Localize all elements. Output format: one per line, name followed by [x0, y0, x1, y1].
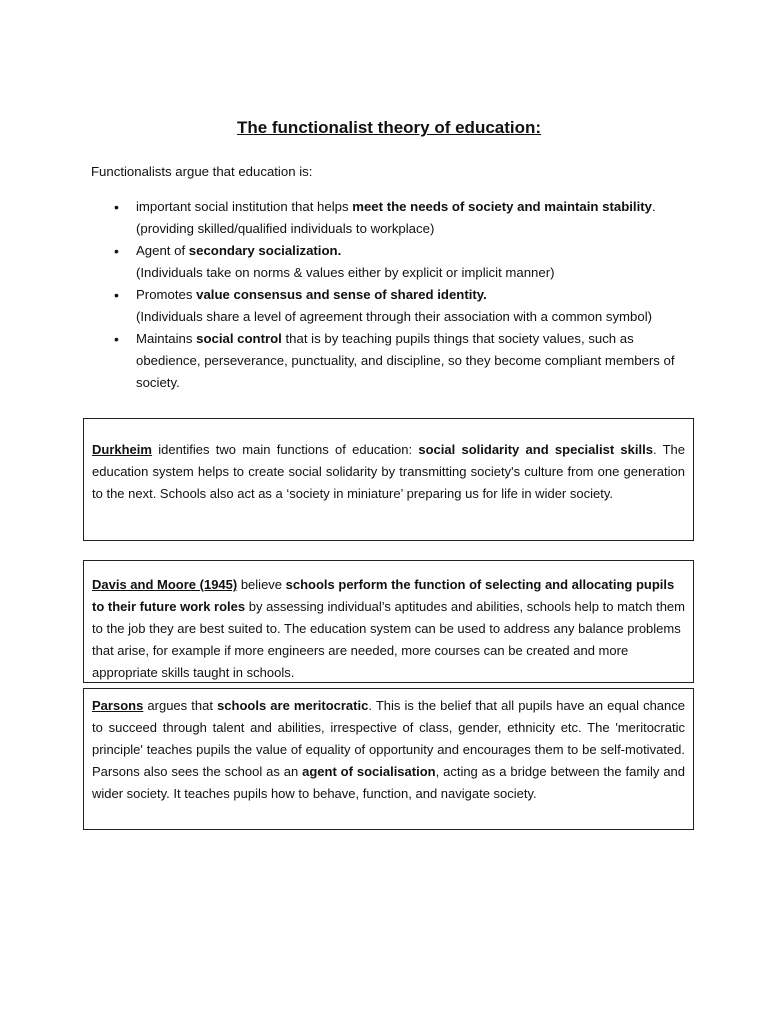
davis-moore-box [83, 560, 694, 683]
durkheim-bold-text: social solidarity and specialist skills [418, 442, 653, 457]
bullet-explanation: (Individuals share a level of agreement through their association with a common symbol) [136, 309, 653, 324]
durkheim-paragraph [92, 419, 685, 505]
davis-moore-bold-text: schools perform the function of selecting and allocating pupils to their future work roles [92, 577, 675, 614]
list-item [136, 196, 696, 240]
davis-moore-name: Davis and Moore (1945) [92, 577, 238, 592]
durkheim-text-end: . The education system helps to create social solidarity by transmitting society's culture from one generation to the next. Schools also act as a ‘society in miniature’ preparing us for life in wider society. [92, 442, 686, 501]
parsons-text-end: , acting as a bridge between the family and wider society. It teaches pupils how to behave, function, and navigate society. [92, 764, 686, 801]
parsons-bold-text: schools are meritocratic [217, 698, 369, 713]
parsons-box [83, 688, 694, 830]
intro-text: Functionalists argue that education is: [91, 164, 313, 179]
durkheim-box [83, 418, 694, 541]
bullet-text: important social institution that helps [136, 199, 353, 214]
bullet-text: Agent of [136, 243, 189, 258]
parsons-bold-text-2: agent of socialisation [302, 764, 436, 779]
davis-moore-text-end: by assessing individual’s aptitudes and abilities, schools help to match them to the job they are best suited to. The education system can be used to address any balance problems that arise, for example if more engineers are needed, more courses can be created and more appropriate skills taught in schools. [92, 599, 685, 680]
parsons-paragraph [92, 689, 685, 805]
bullet-bold-text: value consensus and sense of shared identity. [196, 287, 487, 302]
davis-moore-text: believe [237, 577, 286, 592]
davis-moore-paragraph [92, 561, 685, 684]
bullet-text: Maintains [136, 331, 197, 346]
bullet-bold-text: social control [196, 331, 282, 346]
list-item [136, 240, 696, 284]
list-item [136, 284, 696, 328]
parsons-text: argues that [143, 698, 218, 713]
durkheim-text: identifies two main functions of education: [151, 442, 419, 457]
page-title: The functionalist theory of education: [236, 118, 542, 137]
bullet-explanation: (providing skilled/qualified individuals to workplace) [136, 221, 435, 236]
bullet-explanation: (Individuals take on norms & values either by explicit or implicit manner) [136, 265, 555, 280]
bullet-text-end: . [651, 199, 656, 214]
list-item [136, 328, 696, 394]
bullet-text: Promotes [136, 287, 197, 302]
parsons-name: Parsons [92, 698, 144, 713]
bullet-bold-text: meet the needs of society and maintain stability [352, 199, 652, 214]
parsons-text-mid: . This is the belief that all pupils have an equal chance to succeed through talent and abilities, irrespective of class, gender, ethnicity etc. The 'meritocratic principle' teaches pupils the value of equality of opportunity and encourages them to be self-motivated. Parsons also sees the school as an [92, 698, 685, 779]
durkheim-name: Durkheim [92, 442, 152, 457]
functions-list [136, 196, 696, 394]
bullet-bold-text: secondary socialization. [188, 243, 342, 258]
bullet-text-end: that is by teaching pupils things that society values, such as obedience, perseverance, punctuality, and discipline, so they become compliant members of society. [136, 331, 675, 390]
